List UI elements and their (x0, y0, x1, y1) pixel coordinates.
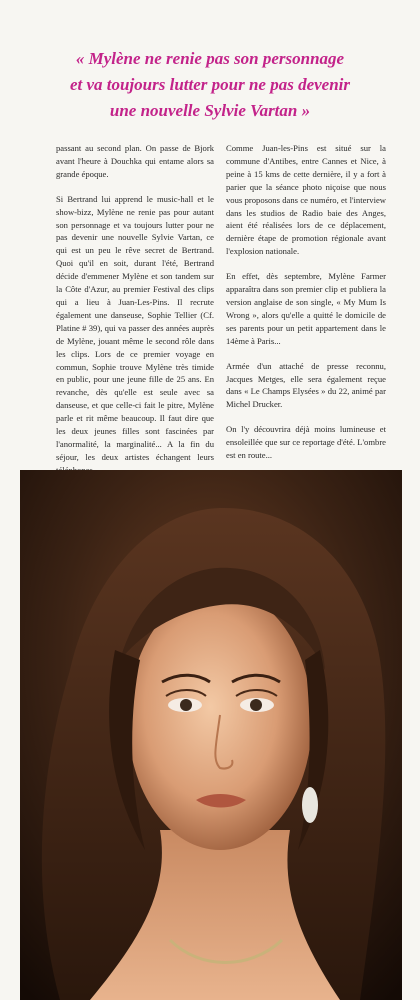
article-paragraph: Si Bertrand lui apprend le music-hall et le show-bizz, Mylène ne renie pas pour autant son personnage et va toujours lutter pour ne pas devenir une nouvelle Sylvie Vartan, ce qui est un peu le rêve secret de Bertrand. Quoi qu'il en soit, durant l'été, Bertrand décide d'emmener Mylène et son tandem sur la Côte d'Azur, au premier Festival des clips qui a lieu à Juan-Les-Pins. Il recrute également une danseuse, Sophie Tellier (Cf. Platine # 39), qui va passer des années auprès de Mylène, jouant même le second rôle dans les clips. Lors de ce premier voyage en commun, Sophie trouve Mylène très timide en public, pour une jeune fille de 25 ans. En revanche, dès qu'elle est seule avec sa danseuse, et que celle-ci fait le pitre, Mylène parle et rit même beaucoup. Il faut dire que les deux jeunes filles sont fascinées par l'anormalité, la marginalité... A la fin du séjour, les deux artistes échangent leurs (56, 193, 214, 462)
article-paragraph: En effet, dès septembre, Mylène Farmer apparaîtra dans son premier clip et publiera la version anglaise de son single, « My Mum Is Wrong », alors qu'elle a quitté le domicile de ses parents pour un petit appartement dans le 14ème à Paris... (226, 271, 386, 346)
article-paragraph: Comme Juan-les-Pins est situé sur la commune d'Antibes, entre Cannes et Nice, à peine à 15 kms de cette dernière, il y a fort à parier que la séance photo niçoise que nous vous proposons dans ce numéro, et l'interview dans les studios de Radio baie des Anges, aient été réalisées lors de ce déplacement, dernière étape de promotion régionale avant l'explosion nationale. (226, 143, 386, 257)
article-column-left (56, 142, 214, 477)
article-column-right (226, 142, 386, 462)
pull-quote (30, 46, 390, 124)
portrait-photo (20, 470, 402, 1000)
article-paragraph: On l'y découvrira déjà moins lumineuse et ensoleillée que sur ce reportage d'été. L'ombre est en route... (226, 424, 386, 461)
pull-quote-line-2: et va toujours lutter pour ne pas devenir (69, 75, 351, 94)
pull-quote-line-1: « Mylène ne renie pas son personnage (75, 49, 345, 68)
article-paragraph: passant au second plan. On passe de Bjork avant l'heure à Douchka qui entame alors sa grande époque. (56, 143, 214, 179)
article-paragraph: Armée d'un attaché de presse reconnu, Jacques Metges, elle sera également reçue dans « Le Champs Elysées » du 22, animé par Michel Drucker. (226, 360, 386, 410)
pull-quote-line-3: une nouvelle Sylvie Vartan » (109, 101, 311, 120)
